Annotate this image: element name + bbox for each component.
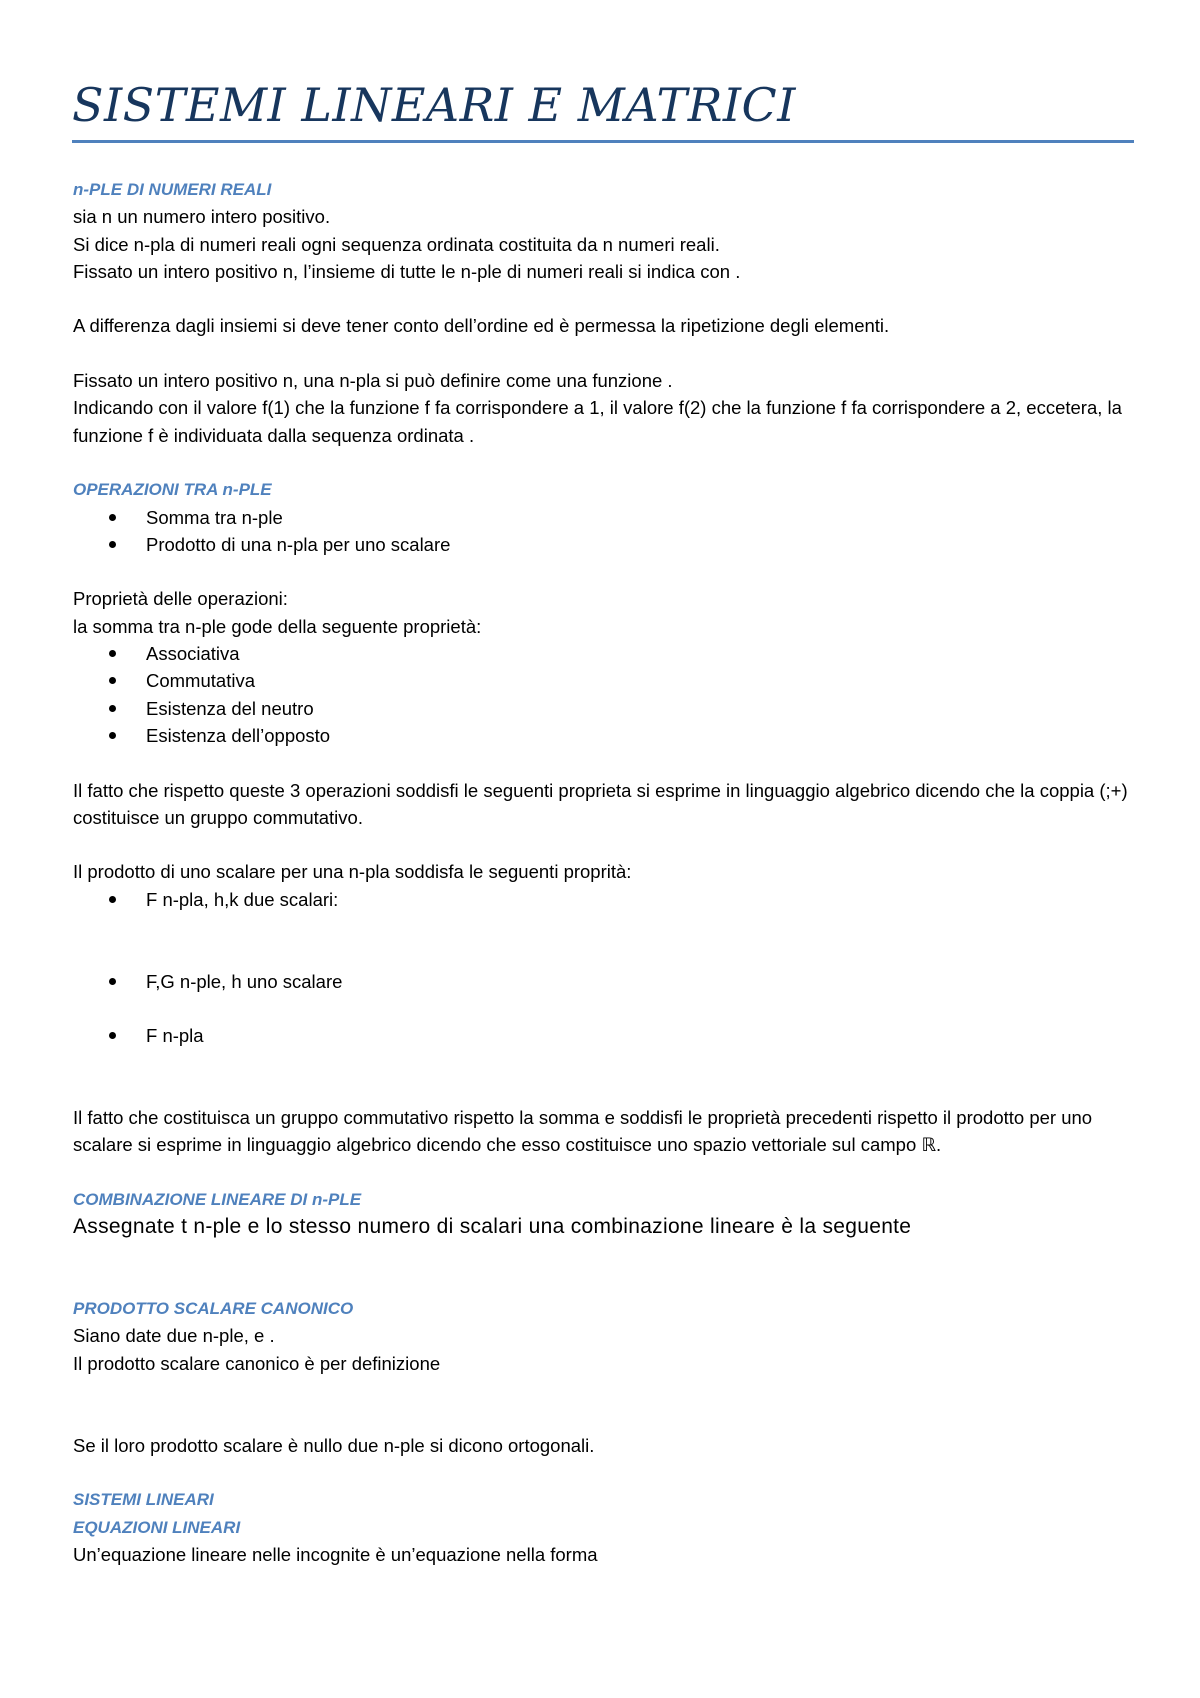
paragraph: sia n un numero intero positivo. [73,206,331,228]
heading-equazioni-lineari: EQUAZIONI LINEARI [73,1517,241,1537]
heading-operazioni: OPERAZIONI TRA n-PLE [73,480,272,500]
list-item: F,G n-ple, h uno scalare [73,968,1143,995]
list-item: Associativa [73,640,1143,667]
paragraph: Il fatto che rispetto queste 3 operazioni soddisfi le seguenti proprieta si esprime in linguaggio algebrico dicendo che la coppia (;+) costituisce un gruppo commutativo. [73,779,1128,828]
list-item: F n-pla, h,k due scalari: [73,886,1143,913]
list-item: Esistenza del neutro [73,695,1143,722]
heading-prodotto-scalare: PRODOTTO SCALARE CANONICO [73,1299,354,1319]
paragraph: Fissato un intero positivo n, una n-pla si può definire come una funzione . [73,370,673,392]
list-item: Commutativa [73,667,1143,694]
heading-sistemi-lineari: SISTEMI LINEARI [73,1490,214,1510]
scalar-properties-list [73,886,1143,913]
scalar-properties-list-3 [73,1022,1143,1049]
paragraph: Proprietà delle operazioni: [73,588,288,610]
list-item: Esistenza dell’opposto [73,722,1143,749]
paragraph: A differenza dagli insiemi si deve tener conto dell’ordine ed è permessa la ripetizione degli elementi. [73,315,890,337]
document-body [73,176,1143,1568]
paragraph: Il prodotto di uno scalare per una n-pla soddisfa le seguenti proprità: [73,861,632,883]
paragraph: Si dice n-pla di numeri reali ogni sequenza ordinata costituita da n numeri reali. [73,233,720,255]
list-item: F n-pla [73,1022,1143,1049]
list-item: Prodotto di una n-pla per uno scalare [73,531,1143,558]
paragraph: Siano date due n-ple, e . [73,1325,275,1347]
list-item: Somma tra n-ple [73,504,1143,531]
operations-list [73,504,1143,559]
title-underline [72,140,1134,143]
properties-list [73,640,1143,749]
document-title: SISTEMI LINEARI E MATRICI [72,78,796,132]
scalar-properties-list-2 [73,968,1143,995]
heading-combinazione: COMBINAZIONE LINEARE DI n-PLE [73,1189,362,1209]
paragraph: Fissato un intero positivo n, l’insieme di tutte le n-ple di numeri reali si indica con . [73,260,741,282]
paragraph: Assegnate t n-ple e lo stesso numero di scalari una combinazione lineare è la seguente [73,1215,912,1239]
paragraph: Un’equazione lineare nelle incognite è un’equazione nella forma [73,1543,598,1565]
paragraph: Se il loro prodotto scalare è nullo due n-ple si dicono ortogonali. [73,1434,595,1456]
heading-nple: n-PLE DI NUMERI REALI [73,180,272,199]
paragraph: la somma tra n-ple gode della seguente proprietà: [73,615,482,637]
paragraph: Il fatto che costituisca un gruppo commutativo rispetto la somma e soddisfi le proprietà precedenti rispetto il prodotto per uno scalare si esprime in linguaggio algebrico dicendo che esso costituisce uno spazio vettoriale sul campo ℝ. [73,1107,1093,1156]
paragraph: Il prodotto scalare canonico è per definizione [73,1352,441,1374]
paragraph: Indicando con il valore f(1) che la funzione f fa corrispondere a 1, il valore f(2) che la funzione f fa corrispondere a 2, eccetera, la funzione f è individuata dalla sequenza ordinata . [73,397,1122,446]
